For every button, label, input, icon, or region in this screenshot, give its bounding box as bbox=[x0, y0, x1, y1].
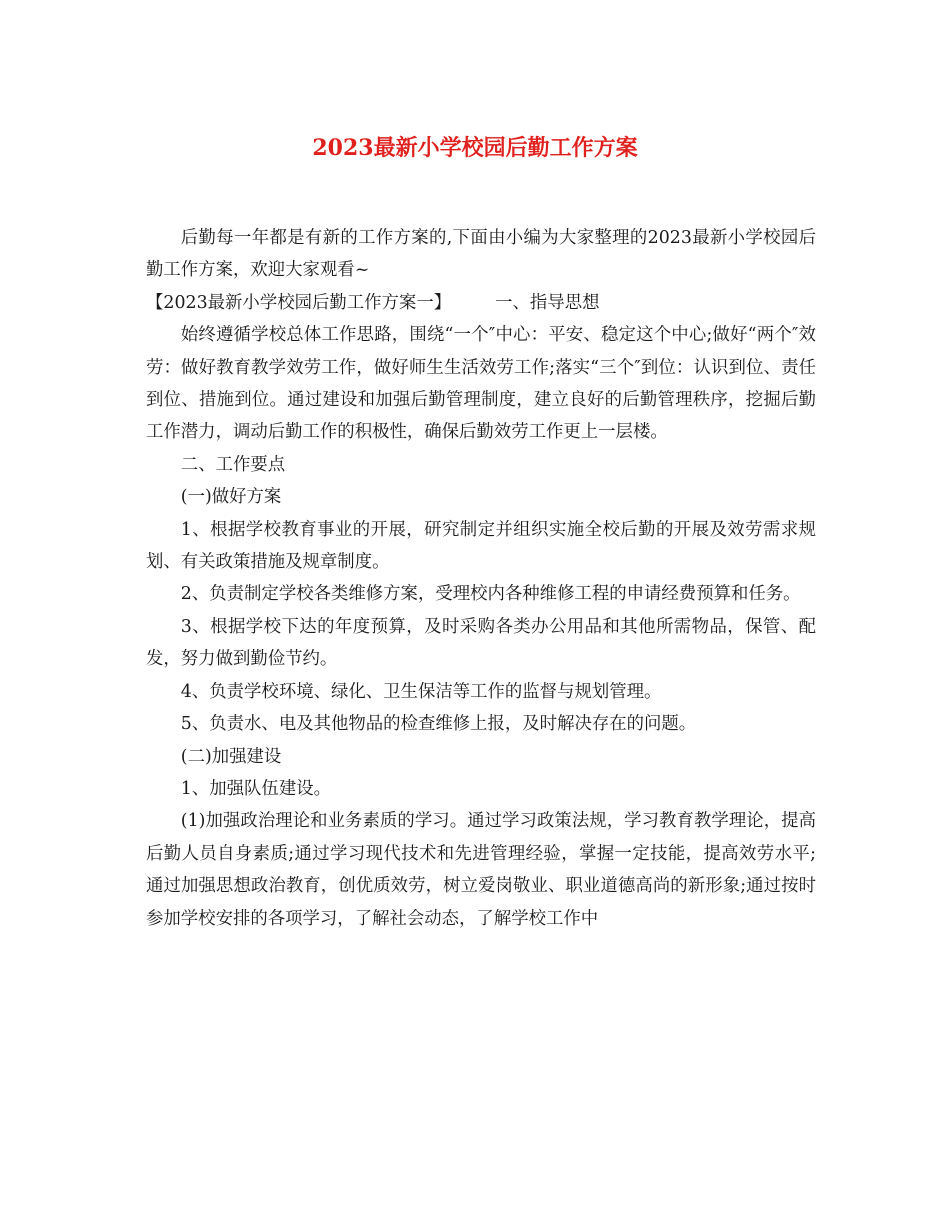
list-item: 3、根据学校下达的年度预算，及时采购各类办公用品和其他所需物品，保管、配发，努力做到勤俭节约。 bbox=[146, 616, 816, 670]
list-item: 1、根据学校教育事业的开展，研究制定并组织实施全校后勤的开展及效劳需求规划、有关政策措施及规章制度。 bbox=[146, 519, 816, 573]
list-item: (1)加强政治理论和业务素质的学习。通过学习政策法规，学习教育教学理论，提高后勤人员自身素质;通过学习现代技术和先进管理经验，掌握一定技能，提高效劳水平;通过加强思想政治教育，创优质效劳，树立爱岗敬业、职业道德高尚的新形象;通过按时参加学校安排的各项学习，了解社会动态，了解学校工作中 bbox=[146, 811, 816, 929]
list-item: 4、负责学校环境、绿化、卫生保洁等工作的监督与规划管理。 bbox=[180, 681, 662, 702]
document-body bbox=[146, 222, 816, 935]
document-title: 2023最新小学校园后勤工作方案 bbox=[312, 135, 638, 161]
subheading-plan: (一)做好方案 bbox=[180, 487, 282, 508]
work-points-heading: 二、工作要点 bbox=[180, 454, 286, 475]
list-item: 2、负责制定学校各类维修方案，受理校内各种维修工程的申请经费预算和任务。 bbox=[180, 584, 801, 605]
intro-paragraph: 后勤每一年都是有新的工作方案的,下面由小编为大家整理的2023最新小学校园后勤工作方案，欢迎大家观看~ bbox=[146, 228, 816, 281]
subheading-construction: (二)加强建设 bbox=[180, 746, 282, 767]
list-item: 5、负责水、电及其他物品的检查维修上报，及时解决存在的问题。 bbox=[180, 714, 697, 735]
section-heading bbox=[146, 287, 816, 319]
plan-label: 【2023最新小学校园后勤工作方案一】 bbox=[146, 292, 452, 313]
list-item: 1、加强队伍建设。 bbox=[180, 778, 331, 799]
guiding-thought-heading: 一、指导思想 bbox=[495, 292, 600, 313]
guiding-thought-paragraph: 始终遵循学校总体工作思路，围绕“一个″中心：平安、稳定这个中心;做好“两个″效劳：做好教育教学效劳工作，做好师生生活效劳工作;落实“三个″到位：认识到位、责任到位、措施到位。通过建设和加强后勤管理制度，建立良好的后勤管理秩序，挖掘后勤工作潜力，调动后勤工作的积极性，确保后勤效劳工作更上一层楼。 bbox=[146, 325, 816, 443]
